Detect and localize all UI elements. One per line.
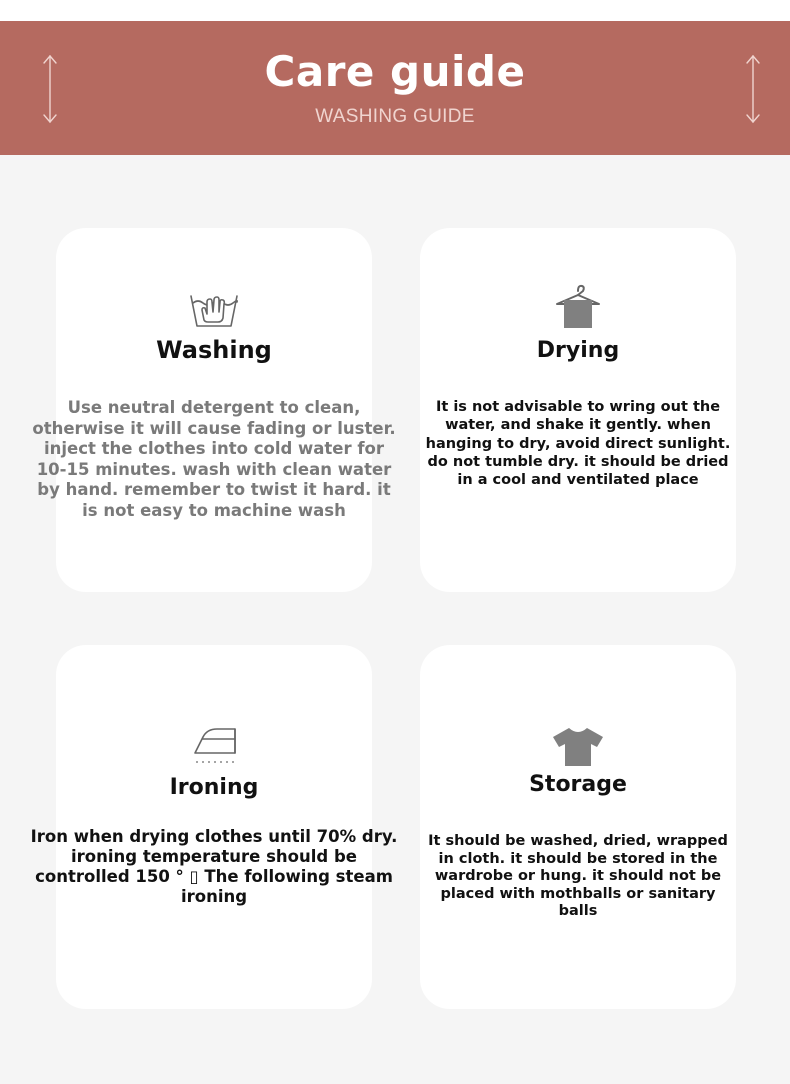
card-text: It should be washed, dried, wrapped in cloth. it should be stored in the wardrobe or hung. it should not be placed with mothballs or sanitary balls: [428, 833, 728, 920]
tshirt-icon: [420, 727, 736, 767]
card-title: Storage: [529, 772, 627, 797]
care-card-ironing: [30, 645, 398, 1009]
page-subtitle: WASHING GUIDE: [315, 106, 475, 127]
hanger-dry-icon: [420, 283, 736, 331]
card-text: Use neutral detergent to clean, otherwise it will cause fading or luster. inject the clothes into cold water for 10-15 minutes. wash with clean water by hand. remember to twist it hard. it is not easy to machine wash: [32, 398, 396, 520]
care-card-drying: [420, 228, 736, 592]
card-title: Drying: [536, 338, 620, 363]
care-card-washing: [32, 228, 396, 592]
card-text: Iron when drying clothes until 70% dry. ironing temperature should be controlled 150 ° ▯ The following steam ironing: [30, 827, 398, 906]
top-strip: [0, 0, 790, 21]
page-title: Care guide: [264, 47, 526, 96]
card-title: Washing: [156, 336, 272, 364]
iron-icon: [56, 725, 372, 765]
hand-wash-icon: [56, 290, 372, 328]
header-banner: [0, 21, 790, 155]
card-text: It is not advisable to wring out the water, and shake it gently. when hanging to dry, avoid direct sunlight. do not tumble dry. it should be dried in a cool and ventilated place: [425, 399, 731, 489]
care-card-storage: [420, 645, 736, 1009]
card-title: Ironing: [169, 775, 259, 800]
vertical-double-arrow-icon: [745, 54, 761, 124]
